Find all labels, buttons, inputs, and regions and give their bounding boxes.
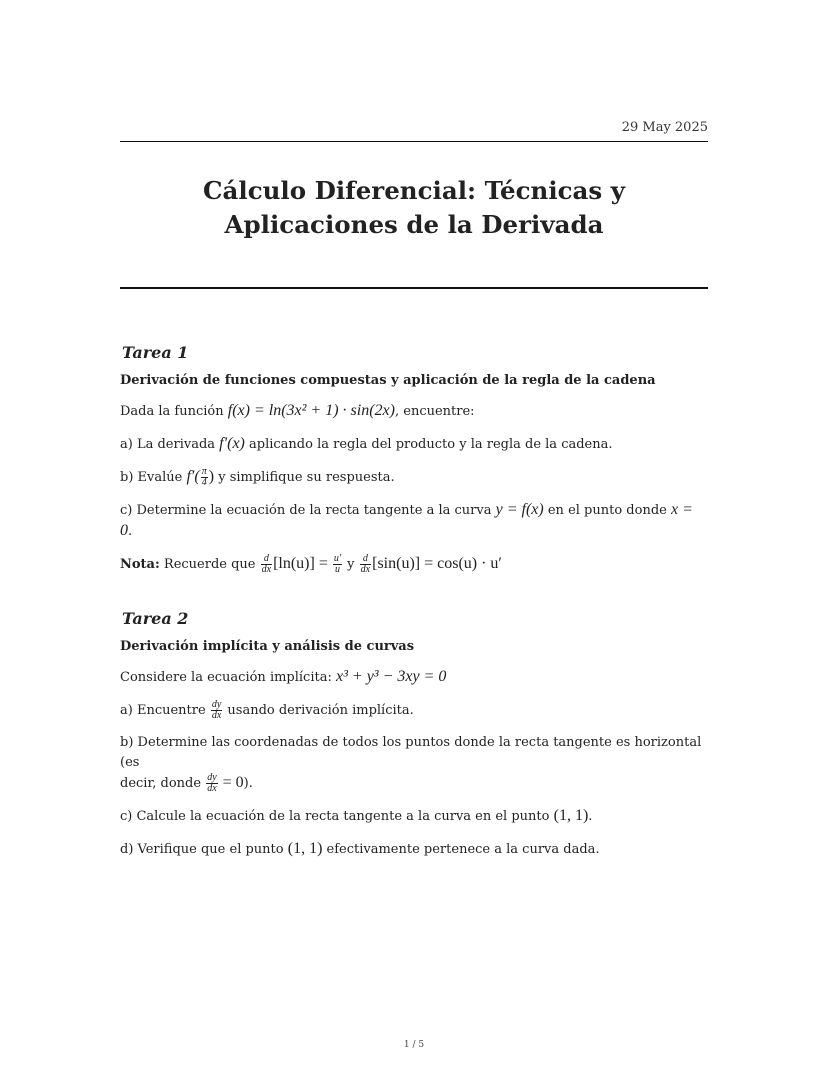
task-1-heading: Tarea 1 [122,343,189,362]
task-1-note [120,554,708,575]
task-1-item-b-fraction [201,467,208,488]
task-1-item-b-math-close: ) [208,468,215,485]
note-and: y [343,557,359,572]
task-2-intro-math: x³ + y³ − 3xy = 0 [336,668,447,685]
page-number: 1 / 5 [403,1040,425,1050]
document-date: 29 May 2025 [621,120,708,135]
task-2-item-b-fraction [206,773,217,794]
fraction-denominator: 4 [201,477,207,488]
fraction-denominator: dx [207,783,217,794]
task-1-subtitle: Derivación de funciones compuestas y aplicación de la regla de la cadena [120,373,656,388]
task-1-item-c [120,500,708,542]
task-1-item-b [120,467,708,488]
task-2-section [120,609,708,872]
task-2-item-d-math: (1, 1) [287,840,323,857]
task-2-item-a [120,700,708,721]
note-math-ln: [ln(u)] = [273,555,332,572]
task-2-subtitle: Derivación implícita y análisis de curvas [120,639,415,654]
note-prefix: Recuerde que [159,557,260,572]
header-rule [120,141,708,142]
fraction-numerator: d [261,554,272,565]
task-2-intro-prefix: Considere la ecuación implícita: [120,670,336,685]
task-2-item-c-math: (1, 1) [553,807,589,824]
note-math-sin: [sin(u)] = cos(u) · u′ [372,555,502,572]
task-2-item-c [120,806,708,827]
task-2-heading: Tarea 2 [122,609,189,628]
fraction-numerator: dy [211,699,222,710]
note-derivative-fraction-2 [360,554,371,575]
note-u-fraction [333,554,342,575]
task-1-item-c-math-1: y = f(x) [495,501,544,518]
task-2-intro [120,667,708,688]
task-1-item-a-prefix: a) La derivada [120,437,220,452]
task-1-intro-prefix: Dada la función [120,404,228,419]
task-2-item-c-prefix: c) Calcule la ecuación de la recta tangente a la curva en el punto [120,809,554,824]
task-1-intro-math: f(x) = ln(3x² + 1) · sin(2x) [227,402,395,419]
task-2-item-c-suffix: . [588,809,593,824]
task-1-section [120,343,708,587]
task-2-item-d-prefix: d) Verifique que el punto [120,842,288,857]
task-1-intro-suffix: , encuentre: [394,404,475,419]
task-1-item-b-suffix: y simplifique su respuesta. [214,470,395,485]
task-1-intro [120,401,708,422]
task-1-item-c-math-2: x = 0 [120,501,693,539]
task-1-item-c-suffix: . [128,524,133,539]
fraction-numerator: dy [207,772,217,783]
fraction-denominator: dx [261,564,272,575]
document-page [120,0,708,1071]
task-1-item-a [120,434,708,455]
task-2-item-a-prefix: a) Encuentre [120,703,210,718]
task-2-item-b [120,733,708,794]
task-2-item-b-line1: b) Determine las coordenadas de todos los puntos donde la recta tangente es horizontal (es [120,735,702,770]
task-1-item-c-prefix: c) Determine la ecuación de la recta tangente a la curva [120,503,496,518]
document-title: Cálculo Diferencial: Técnicas y Aplicaciones de la Derivada [203,176,625,239]
task-2-item-d-suffix: efectivamente pertenece a la curva dada. [322,842,600,857]
fraction-denominator: dx [211,710,222,721]
task-1-item-a-math: f′(x) [219,435,245,452]
task-2-item-a-fraction [211,700,222,721]
task-2-item-b-math: = 0 [218,774,244,791]
task-1-item-c-middle: en el punto donde [543,503,671,518]
title-rule [120,287,708,289]
task-2-item-b-suffix: ). [243,776,253,791]
fraction-denominator: u [334,564,340,575]
fraction-numerator: d [360,554,371,565]
fraction-numerator: u′ [333,553,342,564]
fraction-numerator: π [201,466,207,477]
task-1-item-b-prefix: b) Evalúe [120,470,187,485]
task-2-item-a-suffix: usando derivación implícita. [223,703,414,718]
note-derivative-fraction-1 [261,554,272,575]
task-2-item-d [120,839,708,860]
task-2-item-b-line2-prefix: decir, donde [120,776,206,791]
task-1-item-b-math-f: f′( [186,468,200,485]
task-1-item-a-suffix: aplicando la regla del producto y la regla de la cadena. [244,437,613,452]
fraction-denominator: dx [360,564,371,575]
note-label: Nota: [120,557,160,572]
